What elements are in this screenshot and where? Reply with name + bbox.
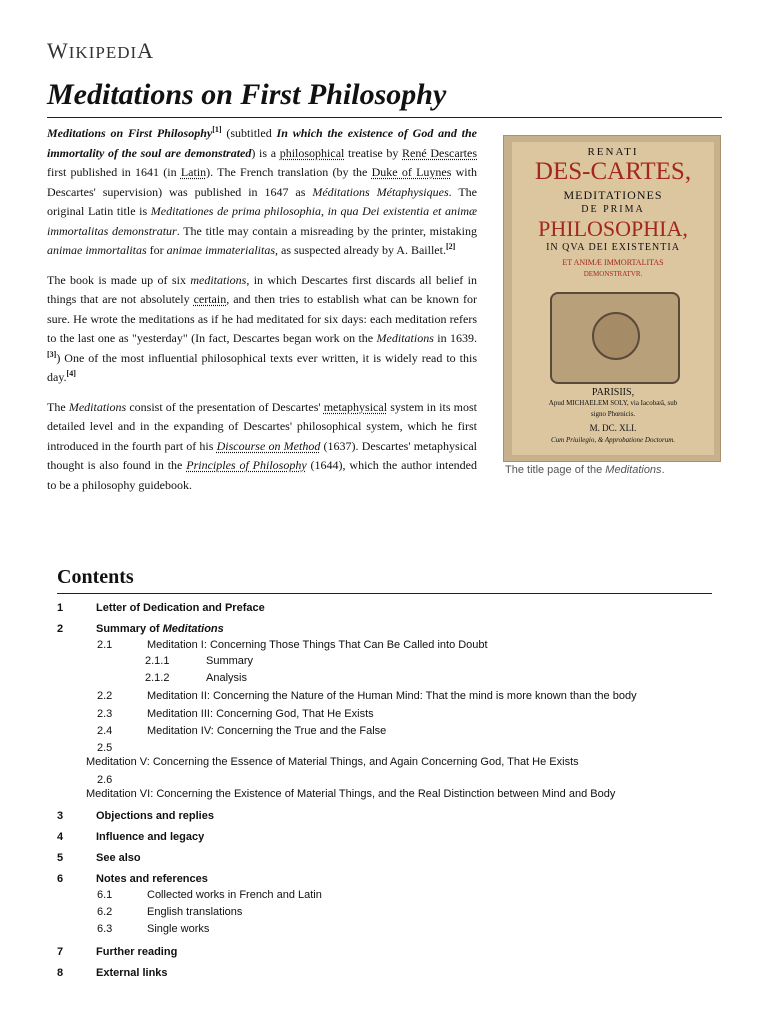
toc-label: English translations: [147, 906, 243, 918]
toc-number: 2.3: [97, 708, 113, 720]
toc-number: 6.1: [97, 889, 113, 901]
toc-number: 2.1: [97, 639, 113, 651]
link-principles-of-philosophy[interactable]: Principles of Philosophy: [186, 458, 307, 472]
toc-label: Meditation II: Concerning the Nature of the Human Mind: That the mind is more known than the body: [147, 690, 637, 702]
article-body: [47, 124, 477, 505]
toc-number: 5: [57, 852, 64, 864]
toc-number: 6: [57, 873, 64, 885]
toc-label: Objections and replies: [96, 810, 214, 822]
link-metaphysical[interactable]: metaphysical: [323, 399, 388, 414]
cite-ref[interactable]: [4]: [66, 369, 76, 378]
cite-ref[interactable]: [2]: [445, 242, 456, 251]
link-discourse-on-method[interactable]: Discourse on Method: [216, 438, 321, 453]
toc-label: Meditation IV: Concerning the True and the False: [147, 725, 387, 737]
link-philosophical[interactable]: philosophical: [279, 145, 345, 160]
toc-number: 2.1.1: [145, 655, 170, 667]
contents-heading: Contents: [57, 566, 134, 588]
title-page-image[interactable]: [503, 135, 721, 462]
toc-label: External links: [96, 967, 168, 979]
toc-label: Meditation V: Concerning the Essence of Material Things, and Again Concerning God, That He Exists: [86, 756, 579, 768]
toc-number: 3: [57, 810, 64, 822]
toc-label: Meditation I: Concerning Those Things That Can Be Called into Doubt: [147, 639, 488, 651]
toc-label: Collected works in French and Latin: [147, 889, 322, 901]
toc-label-italic: Meditations: [162, 623, 224, 635]
printer-emblem: [550, 292, 680, 384]
intro-paragraph: Meditations on First Philosophy[1] (subtitled In which the existence of God and the immortality of the soul are demonstrated) is a philosophical treatise by René Descartes first published in 1641 (in Latin). The French translation (by the Duke of Luynes with Descartes' supervision) was published in 1647 as Méditations Métaphysiques. The original Latin title is Meditationes de prima philosophia, in qua Dei existentia et animæ immortalitas demonstratur. The title may contain a misreading by the printer, mistaking animae immortalitas for animae immaterialitas, as suspected already by A. Baillet.[2]: [47, 125, 478, 257]
toc-number: 2.6: [97, 774, 113, 786]
toc-number: 2.2: [97, 690, 113, 702]
toc-label: Meditation VI: Concerning the Existence of Material Things, and the Real Distinction between Mind and Body: [86, 788, 616, 800]
toc-label: Notes and references: [96, 873, 208, 885]
toc-number: 2.4: [97, 725, 113, 737]
toc-number: 1: [57, 602, 64, 614]
content-paragraph: The Meditations consist of the presentation of Descartes' metaphysical system in its most detailed level and in the expanding of Descartes' philosophical system, which he first introduced in the fourth part of his Discourse on Method (1637). Descartes' metaphysical thought is also found in the Principles of Philosophy (1644), which the author intended to be a philosophy guidebook.: [47, 399, 478, 492]
cite-ref[interactable]: [1]: [212, 125, 222, 134]
toc-number: 8: [57, 967, 64, 979]
toc-number: 7: [57, 946, 64, 958]
cite-ref[interactable]: [3]: [47, 349, 57, 359]
toc-number: 2: [57, 623, 64, 635]
link-certain[interactable]: certain: [193, 292, 227, 306]
toc-label: Summary: [206, 655, 254, 667]
title-divider: [47, 117, 722, 118]
link-duke-of-luynes[interactable]: Duke of Luynes: [371, 165, 452, 179]
toc-number: 6.3: [97, 923, 113, 935]
link-rene-descartes[interactable]: René Descartes: [402, 145, 477, 160]
toc-number: 2.5: [97, 742, 113, 754]
image-caption: The title page of the Meditations.: [505, 464, 665, 476]
link-latin[interactable]: Latin: [180, 165, 207, 179]
toc-label: Single works: [147, 923, 210, 935]
contents-divider: [57, 593, 712, 594]
toc-number: 4: [57, 831, 64, 843]
toc-number: 2.1.2: [145, 672, 170, 684]
toc-number: 6.2: [97, 906, 113, 918]
page-title: Meditations on First Philosophy: [47, 78, 447, 111]
toc-label: Letter of Dedication and Preface: [96, 602, 265, 614]
book-page: RENATI DES-CARTES, MEDITATIONES DE PRIMA PHILOSOPHIA, IN QVA DEI EXISTENTIA ET ANIMÆ IMMORTALITAS DEMONSTRATVR. PARISIIS, Apud MICHAELEM SOLY, via Iacobæâ, sub signo Phœnicis. M. DC. XLI. Cum Priuilegio, & Approbatione Doctorum.: [512, 142, 714, 455]
wikipedia-logo[interactable]: WIKIPEDIA: [47, 38, 155, 63]
toc-label: Influence and legacy: [96, 831, 205, 843]
content-paragraph: The book is made up of six meditations, in which Descartes first discards all belief in things that are not absolutely certain, and then tries to establish what can be known for sure. He wrote the meditations as if he had meditated for six days: each meditation refers to the last one as "yesterday" (In fact, Descartes began work on the Meditations in 1639.[3]) One of the most influential philosophical texts ever written, it is widely read to this day.[4]: [47, 272, 477, 384]
toc-label: Summary of Meditations: [96, 623, 224, 635]
toc-label: See also: [96, 852, 141, 864]
toc-label: Meditation III: Concerning God, That He Exists: [147, 708, 374, 720]
toc-label: Further reading: [96, 946, 178, 958]
toc-label: Analysis: [206, 672, 247, 684]
